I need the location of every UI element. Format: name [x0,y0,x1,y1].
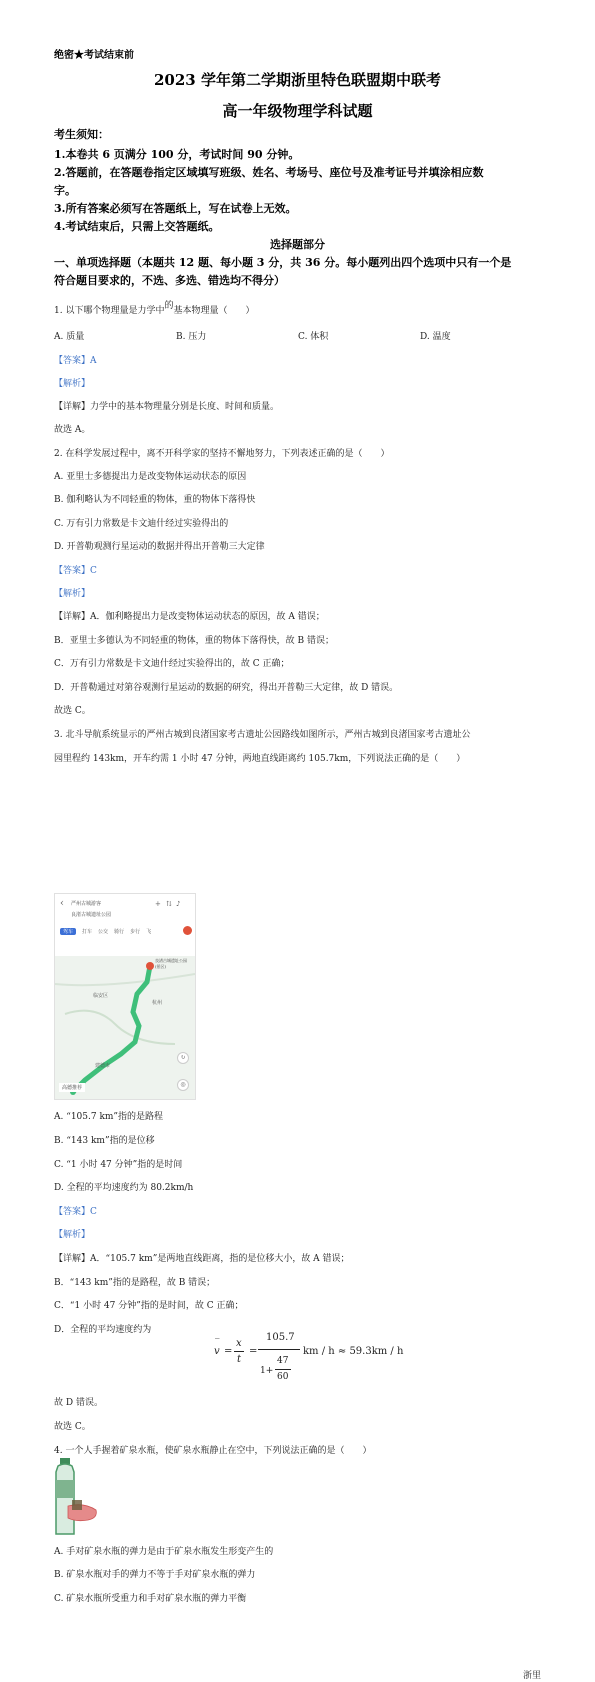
formula-den-den: 60 [277,1372,289,1382]
notice-item: 1.本卷共 6 页满分 100 分，考试时间 90 分钟。 [54,148,300,161]
map-route-svg [55,894,195,1099]
refresh-icon[interactable]: ↻ [177,1052,189,1064]
map-label: 临安区 [93,993,109,999]
q1-stem-text: 基本物理量（ ） [173,306,255,316]
q1-option-d: D. 温度 [420,332,451,342]
bottle-hand-svg [54,1458,104,1536]
locate-icon[interactable]: ◎ [177,1079,189,1091]
formula-den-num: 47 [277,1356,289,1366]
q1-stem-sup: 的 [164,301,174,311]
tab-flight[interactable]: 飞 [146,929,152,935]
destination-field[interactable]: 良渚古城遗址公园 [71,912,112,918]
q3-analysis: 【解析】 [54,1230,91,1240]
mic-icon[interactable]: ♪ [176,900,181,908]
q2-detail: D．开普勒通过对第谷观测行星运动的数据的研究，得出开普勒三大定律，故 D 错误。 [54,683,399,693]
q1-detail: 【详解】力学中的基本物理量分别是长度、时间和质量。 [54,402,280,412]
notice-heading: 考生须知： [54,128,109,141]
destination-marker [146,962,154,970]
q2-detail: 【详解】A．伽利略提出力是改变物体运动状态的原因，故 A 错误； [54,612,325,622]
map-road [55,974,195,985]
tab-taxi[interactable]: 打车 [82,929,93,935]
part-heading: 一、单项选择题（本题共 12 题、每小题 3 分，共 36 分。每小题列出四个选项中只有一个是 [54,256,512,269]
exam-subtitle: 高一年级物理学科试题 [222,102,373,120]
formula-result: km / h ≈ 59.3km / h [303,1346,404,1357]
q4-stem: 4. 一个人手握着矿泉水瓶，使矿泉水瓶静止在空中，下列说法正确的是（ ） [54,1446,372,1456]
q2-option-b: B. 伽利略认为不同轻重的物体，重的物体下落得快 [54,495,256,505]
q3-option-a: A. “105.7 km”指的是路程 [54,1112,164,1122]
q2-option-d: D. 开普勒观测行星运动的数据并得出开普勒三大定律 [54,542,265,552]
notice-item: 4.考试结束后，只需上交答题纸。 [54,220,220,233]
part-heading-cont: 符合题目要求的，不选、多选、错选均不得分） [54,274,285,287]
exam-title: 2023 学年第二学期浙里特色联盟期中联考 [154,71,441,89]
section-title: 选择题部分 [270,238,325,251]
tab-walk[interactable]: 步行 [130,929,141,935]
swap-icon[interactable]: ⇅ [166,900,172,908]
q2-answer: 【答案】C [54,566,97,576]
notice-item: 字。 [54,184,76,197]
q1-answer: 【答案】A [54,356,97,366]
q3-conclusion: 故 D 错误。 [54,1398,103,1408]
formula-x: x [236,1338,242,1349]
q3-detail: D．全程的平均速度约为 [54,1325,152,1335]
q4-option-a: A. 手对矿泉水瓶的弹力是由于矿泉水瓶发生形变产生的 [54,1547,274,1557]
map-label: 良渚古城遗址公园(景区) [155,958,187,969]
fraction-bar [234,1351,244,1352]
tab-bike[interactable]: 骑行 [114,929,125,935]
q1-stem-text: 1. 以下哪个物理量是力学中 [54,306,165,316]
q4-option-b: B. 矿泉水瓶对手的弹力不等于手对矿泉水瓶的弹力 [54,1570,256,1580]
overbar-icon: ‾ [215,1338,220,1348]
formula-eq: = [224,1346,233,1357]
fraction-bar [258,1349,300,1350]
tab-drive[interactable]: 驾车 [60,928,76,935]
formula-t: t [237,1354,242,1365]
hand-grip [72,1500,82,1510]
q3-option-c: C. “1 小时 47 分钟”指的是时间 [54,1160,183,1170]
map-label: 建德市 [95,1063,111,1069]
bottle-body [56,1464,74,1534]
q2-conclusion: 故选 C。 [54,706,91,716]
q3-answer: 【答案】C [54,1207,97,1217]
footer-text: 浙里 [523,1671,542,1681]
secret-label: 绝密★考试结束前 [54,50,134,61]
q1-option-a: A. 质量 [54,332,85,342]
map-road [65,1011,175,1044]
q2-detail: B．亚里士多德认为不同轻重的物体，重的物体下落得快，故 B 错误； [54,636,334,646]
q2-stem: 2. 在科学发展过程中，离不开科学家的坚持不懈地努力，下列表述正确的是（ ） [54,449,390,459]
origin-field[interactable]: 严州古城游客 [71,901,102,907]
q3-option-d: D. 全程的平均速度约为 80.2km/h [54,1183,194,1193]
route-map [54,893,196,1100]
q2-analysis: 【解析】 [54,589,91,599]
bottle-label [56,1480,74,1498]
q3-conclusion: 故选 C。 [54,1422,91,1432]
q4-option-c: C. 矿泉水瓶所受重力和手对矿泉水瓶的弹力平衡 [54,1594,247,1604]
q3-stem-cont: 园里程约 143km，开车约需 1 小时 47 分钟，两地直线距离约 105.7km，下列说法正确的是（ ） [54,754,466,764]
notice-item: 3.所有答案必须写在答题纸上，写在试卷上无效。 [54,202,297,215]
q3-detail: B．“143 km”指的是路程，故 B 错误； [54,1278,216,1288]
map-label: 杭州 [152,1000,163,1006]
q2-option-a: A. 亚里士多德提出力是改变物体运动状态的原因 [54,472,247,482]
q3-detail: C．“1 小时 47 分钟”指的是时间，故 C 正确； [54,1301,244,1311]
formula-eq: = [249,1346,258,1357]
q3-stem: 3. 北斗导航系统显示的严州古城到良渚国家考古遗址公园路线如图所示，严州古城到良渚国家考古遗址公 [54,730,471,740]
formula-numerator: 105.7 [266,1332,295,1343]
fraction-bar [275,1369,291,1370]
q1-analysis: 【解析】 [54,379,91,389]
recommend-button[interactable]: 高德推荐 [59,1083,85,1092]
q1-conclusion: 故选 A。 [54,425,91,435]
q3-option-b: B. “143 km”指的是位移 [54,1136,155,1146]
tab-bus[interactable]: 公交 [98,929,109,935]
q1-option-b: B. 压力 [176,332,207,342]
bottle-figure [54,1458,104,1536]
back-icon[interactable]: ‹ [60,898,64,909]
q1-stem [54,303,254,316]
formula-v: v [214,1346,220,1357]
formula-denominator: 1+ [260,1366,274,1376]
q1-option-c: C. 体积 [298,332,329,342]
q2-detail: C．万有引力常数是卡文迪什经过实验得出的，故 C 正确； [54,659,290,669]
q3-detail: 【详解】A．“105.7 km”是两地直线距离，指的是位移大小，故 A 错误； [54,1254,350,1264]
q2-option-c: C. 万有引力常数是卡文迪什经过实验得出的 [54,519,229,529]
bottle-cap [60,1458,70,1464]
add-icon[interactable]: + [155,900,161,908]
notice-item: 2.答题前，在答题卷指定区域填写班级、姓名、考场号、座位号及准考证号并填涂相应数 [54,166,484,179]
